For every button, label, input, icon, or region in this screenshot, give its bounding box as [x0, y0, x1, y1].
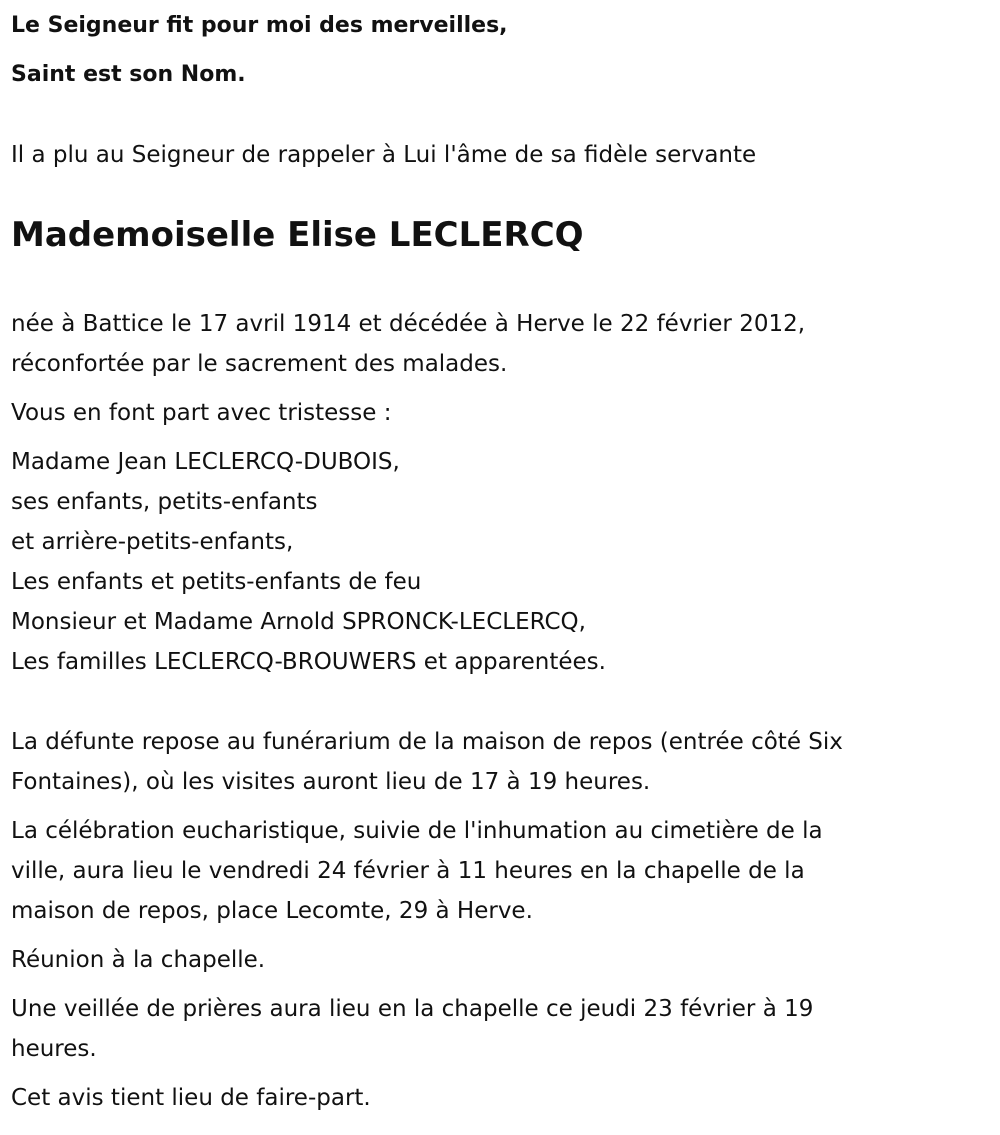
birth-death-line-2: réconfortée par le sacrement des malades.	[11, 351, 508, 377]
notice-body	[11, 304, 991, 1127]
verse-line-2: Saint est son Nom.	[11, 62, 246, 87]
family-line: et arrière-petits-enfants,	[11, 529, 294, 555]
reunion-paragraph	[11, 940, 991, 980]
family-list	[11, 442, 991, 682]
deceased-name: Mademoiselle Elise LECLERCQ	[11, 215, 584, 255]
closing-paragraph	[11, 1078, 991, 1118]
intro-text: Il a plu au Seigneur de rappeler à Lui l'âme de sa fidèle servante	[11, 142, 757, 168]
verse-line-1: Le Seigneur fit pour moi des merveilles,	[11, 13, 508, 38]
repose-line-2: Fontaines), où les visites auront lieu de 17 à 19 heures.	[11, 769, 651, 795]
vigil-line-1: Une veillée de prières aura lieu en la chapelle ce jeudi 23 février à 19	[11, 996, 814, 1022]
celebration-line-1: La célébration eucharistique, suivie de l'inhumation au cimetière de la	[11, 818, 823, 844]
announce-text: Vous en font part avec tristesse :	[11, 400, 392, 426]
family-line: Monsieur et Madame Arnold SPRONCK-LECLERCQ,	[11, 609, 586, 635]
family-line: Les enfants et petits-enfants de feu	[11, 569, 422, 595]
celebration-paragraph	[11, 811, 991, 931]
announce-paragraph	[11, 393, 991, 433]
vigil-paragraph	[11, 989, 991, 1069]
blank-line	[11, 682, 991, 722]
vigil-line-2: heures.	[11, 1036, 97, 1062]
celebration-line-2: ville, aura lieu le vendredi 24 février à 11 heures en la chapelle de la	[11, 858, 805, 884]
reunion-text: Réunion à la chapelle.	[11, 947, 266, 973]
celebration-line-3: maison de repos, place Lecomte, 29 à Herve.	[11, 898, 533, 924]
family-line: Madame Jean LECLERCQ-DUBOIS,	[11, 449, 400, 475]
family-line: Les familles LECLERCQ-BROUWERS et apparentées.	[11, 649, 606, 675]
repose-line-1: La défunte repose au funérarium de la maison de repos (entrée côté Six	[11, 729, 843, 755]
family-line: ses enfants, petits-enfants	[11, 489, 318, 515]
birth-death-line-1: née à Battice le 17 avril 1914 et décédée à Herve le 22 février 2012,	[11, 311, 806, 337]
birth-death-paragraph	[11, 304, 991, 384]
repose-paragraph	[11, 722, 991, 802]
closing-text: Cet avis tient lieu de faire-part.	[11, 1085, 371, 1111]
